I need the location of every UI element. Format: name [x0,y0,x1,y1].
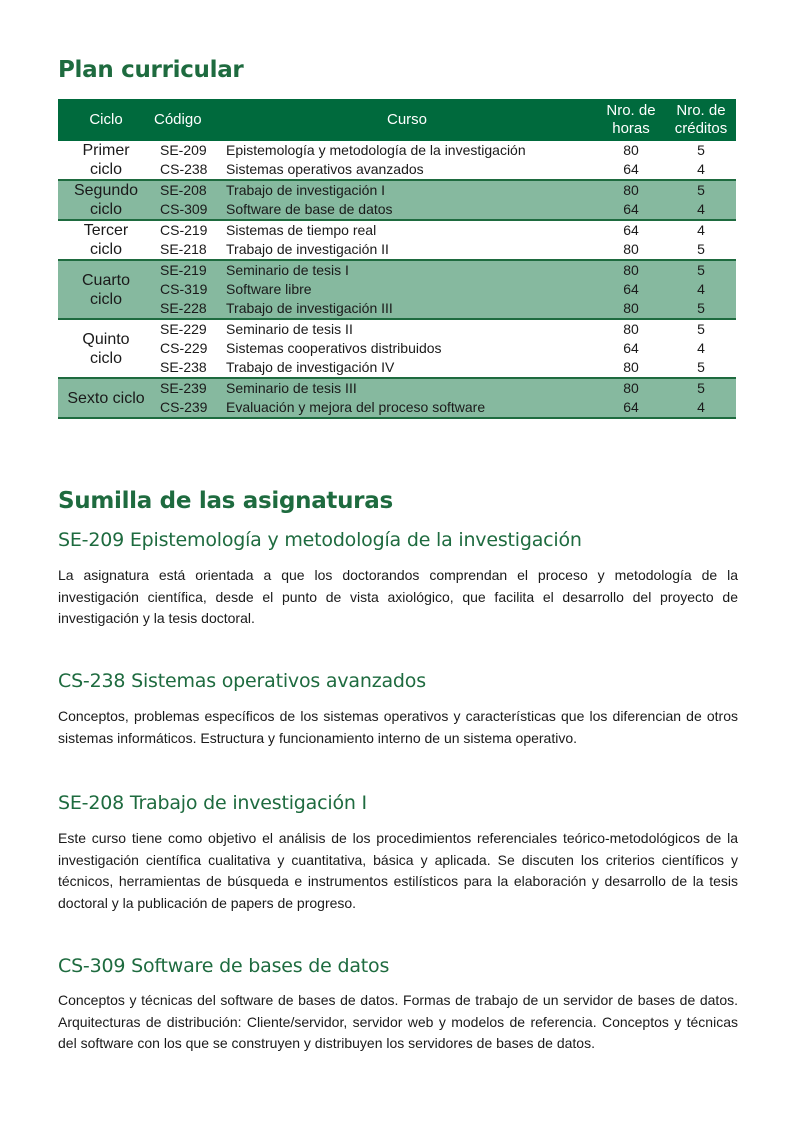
section-text: La asignatura está orientada a que los doctorandos comprendan el proceso y metodología de la investigación científica, desde el punto de vista axiológico, que facilita el desarrollo del proyecto de investigación y la tesis doctoral. [58,567,738,626]
curriculum-table [58,99,736,419]
course-code: SE-228 [154,299,218,319]
cycle-group-6 [58,378,736,418]
table-row [58,319,736,339]
header-ciclo: Ciclo [58,99,154,141]
course-code: CS-229 [160,340,208,356]
course-hours: 80 [623,241,639,257]
course-code: SE-238 [160,359,207,375]
course-code: CS-309 [154,200,218,220]
table-row [58,358,736,378]
sumilla-title: Sumilla de las asignaturas [58,488,393,514]
cycle-label-line1: Segundo [73,182,139,199]
cycle-label [58,319,154,378]
cycle-label-line1: Tercer [83,222,129,239]
course-credits: 4 [666,280,736,299]
course-hours: 80 [596,180,666,200]
cycle-label-line2: ciclo [89,201,122,218]
table-row [58,141,736,160]
cycle-label-line2: ciclo [89,161,122,178]
table-row [58,339,736,358]
course-hours: 80 [596,260,666,280]
table-row [58,378,736,398]
course-name: Software libre [218,280,596,299]
course-name: Sistemas cooperativos distribuidos [226,340,442,356]
section-heading: SE-208 Trabajo de investigación I [58,792,367,814]
course-name: Evaluación y mejora del proceso software [218,398,596,418]
header-creditos-line1: Nro. de [676,102,726,119]
header-curso: Curso [218,99,596,141]
table-row [58,260,736,280]
course-name: Software de base de datos [218,200,596,220]
course-credits: 5 [666,378,736,398]
course-name: Trabajo de investigación I [218,180,596,200]
header-horas-line2: horas [612,120,650,137]
section-heading: SE-209 Epistemología y metodología de la investigación [58,529,582,551]
course-code: SE-229 [160,321,207,337]
cycle-group-3 [58,220,736,260]
course-code: SE-239 [154,378,218,398]
section-text: Conceptos y técnicas del software de bases de datos. Formas de trabajo de un servidor de bases de datos. Arquitecturas de distribución: Cliente/servidor, servidor web y modelos de referencia. Conceptos y técnicas del software con los que se construyen y distribuyen los servidores de bases de datos. [58,992,738,1051]
course-hours: 64 [623,222,639,238]
table-row [58,299,736,319]
table-row [58,280,736,299]
cycle-label-line1: Sexto ciclo [67,389,145,407]
table-row [58,200,736,220]
course-credits: 5 [666,299,736,319]
course-name: Sistemas de tiempo real [226,222,377,238]
header-creditos-line2: créditos [674,120,728,137]
header-horas [596,99,666,141]
section-text: Conceptos, problemas específicos de los sistemas operativos y características que los diferencian de otros sistemas informáticos. Estructura y funcionamiento interno de un sistema operativo. [58,708,738,746]
cycle-label [58,141,154,180]
course-name: Epistemología y metodología de la investigación [226,142,526,158]
course-name: Trabajo de investigación IV [226,359,395,375]
course-credits: 5 [697,359,705,375]
course-name: Trabajo de investigación II [226,241,389,257]
cycle-label [58,220,154,260]
table-row [58,160,736,180]
cycle-group-1 [58,141,736,180]
header-codigo: Código [154,99,218,141]
course-hours: 64 [596,200,666,220]
course-code: CS-239 [154,398,218,418]
course-name: Trabajo de investigación III [218,299,596,319]
course-credits: 4 [697,161,705,177]
course-credits: 5 [697,142,705,158]
course-credits: 5 [666,260,736,280]
cycle-label-line2: ciclo [89,349,122,367]
table-row [58,398,736,418]
course-credits: 5 [666,180,736,200]
course-name: Seminario de tesis I [218,260,596,280]
course-code: SE-219 [154,260,218,280]
cycle-group-4 [58,260,736,319]
course-code: SE-208 [154,180,218,200]
course-hours: 80 [623,359,639,375]
course-name: Seminario de tesis III [218,378,596,398]
course-name: Sistemas operativos avanzados [226,161,424,177]
table-row [58,220,736,240]
course-name: Seminario de tesis II [226,321,353,337]
header-horas-line1: Nro. de [606,102,656,119]
course-credits: 5 [697,241,705,257]
course-code: SE-218 [160,241,207,257]
course-code: CS-319 [154,280,218,299]
cycle-label [58,180,154,220]
course-hours: 64 [623,340,639,356]
course-credits: 4 [666,398,736,418]
course-credits: 4 [697,222,705,238]
course-hours: 80 [596,378,666,398]
course-hours: 80 [623,321,639,337]
cycle-label-line2: ciclo [89,241,122,258]
course-credits: 5 [697,321,705,337]
course-hours: 80 [623,142,639,158]
section-heading: CS-238 Sistemas operativos avanzados [58,670,426,692]
course-hours: 80 [596,299,666,319]
course-hours: 64 [623,161,639,177]
course-code: SE-209 [160,142,207,158]
course-credits: 4 [666,200,736,220]
plan-title: Plan curricular [58,57,244,83]
header-creditos [666,99,736,141]
cycle-group-2 [58,180,736,220]
course-code: CS-238 [160,161,208,177]
table-row [58,180,736,200]
course-code: CS-219 [160,222,208,238]
table-header-row [58,99,736,141]
cycle-label-line1: Cuarto [81,271,131,289]
cycle-label [58,260,154,319]
course-hours: 64 [596,398,666,418]
course-hours: 64 [596,280,666,299]
section-heading: CS-309 Software de bases de datos [58,955,390,977]
cycle-label [58,378,154,418]
cycle-label-line1: Primer [82,142,130,159]
cycle-label-line1: Quinto [82,330,130,348]
course-credits: 4 [697,340,705,356]
cycle-label-line2: ciclo [89,290,122,308]
table-row [58,240,736,260]
section-text: Este curso tiene como objetivo el análisis de los procedimientos referenciales teórico-metodológicos de la investigación científica cualitativa y cuantitativa, básica y aplicada. Se discuten los criterios científicos y técnicos, herramientas de búsqueda e instrumentos estilísticos para la elaboración y desarrollo de la tesis doctoral y la publicación de papers de progreso. [58,830,738,911]
cycle-group-5 [58,319,736,378]
